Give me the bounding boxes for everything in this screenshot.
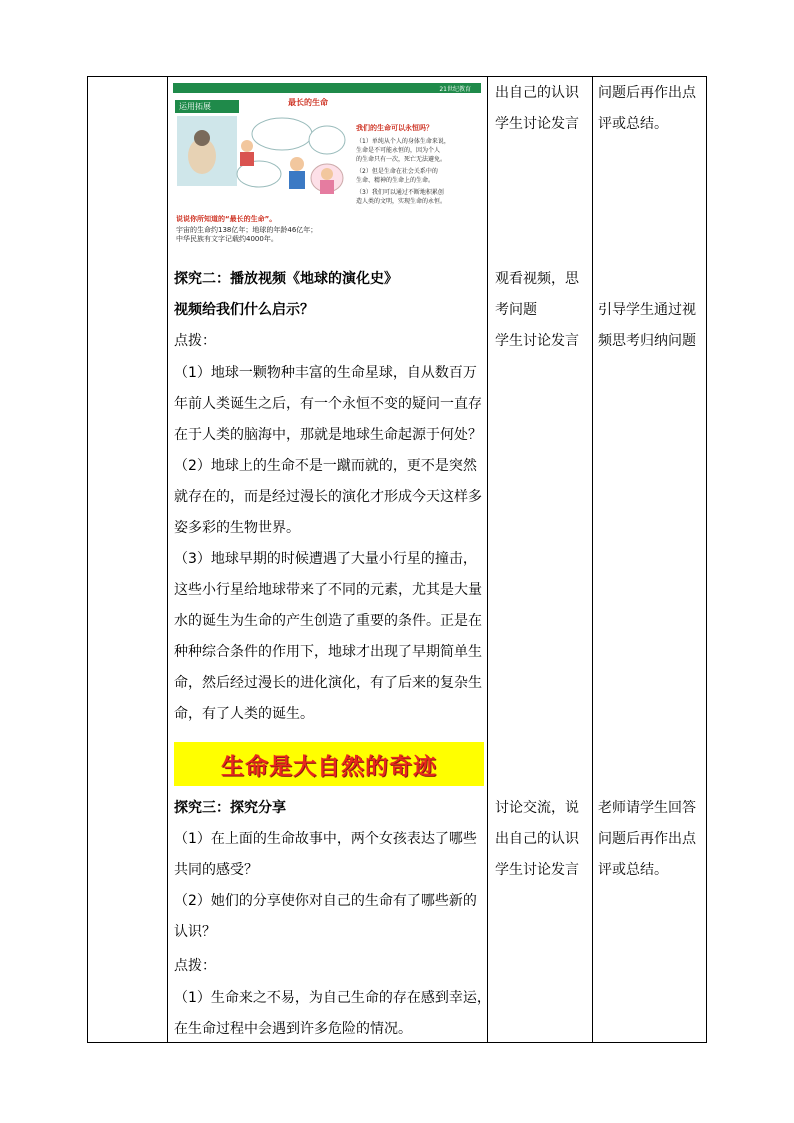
explore2-hint-label: 点拨： bbox=[174, 333, 216, 349]
table-border-right bbox=[706, 76, 707, 1043]
explore2-line: 姿多彩的生物世界。 bbox=[174, 520, 300, 536]
slide-illustration bbox=[177, 116, 347, 206]
student-activity-text: 出自己的认识 bbox=[495, 85, 579, 101]
explore2-line: 命，有了人类的诞生。 bbox=[174, 706, 314, 722]
explore3-line: 共同的感受？ bbox=[174, 862, 258, 878]
slide-point: 造人类的文明，实现生命的永恒。 bbox=[356, 198, 447, 205]
explore2-line: 水的诞生为生命的产生创造了重要的条件。正是在 bbox=[174, 613, 482, 629]
table-border-top bbox=[87, 76, 707, 77]
student-activity-text: 学生讨论发言 bbox=[495, 862, 579, 878]
explore3-line: （1）生命来之不易，为自己生命的存在感到幸运， bbox=[174, 990, 491, 1006]
explore2-line: （3）地球早期的时候遭遇了大量小行星的撞击， bbox=[174, 551, 477, 567]
explore3-line: （2）她们的分享使你对自己的生命有了哪些新的 bbox=[174, 893, 477, 909]
student-activity-text: 出自己的认识 bbox=[495, 831, 579, 847]
explore2-line: （2）地球上的生命不是一蹴而就的，更不是突然 bbox=[174, 458, 477, 474]
explore3-line: 点拨： bbox=[174, 958, 216, 974]
explore3-line: （1）在上面的生命故事中，两个女孩表达了哪些 bbox=[174, 831, 477, 847]
table-divider-3 bbox=[592, 76, 593, 1043]
teacher-activity-text: 评或总结。 bbox=[598, 116, 668, 132]
table-divider-2 bbox=[487, 76, 488, 1043]
teacher-activity-text: 问题后再作出点 bbox=[598, 85, 696, 101]
explore2-line: 在于人类的脑海中，那就是地球生命起源于何处？ bbox=[174, 427, 482, 443]
teacher-activity-text: 问题后再作出点 bbox=[598, 831, 696, 847]
slide-brand-logo: 21世纪教育 bbox=[439, 86, 471, 93]
student-activity-text: 学生讨论发言 bbox=[495, 333, 579, 349]
explore2-line: 命，然后经过漫长的进化演化，有了后来的复杂生 bbox=[174, 675, 482, 691]
slide-question: 我们的生命可以永恒吗？ bbox=[356, 124, 433, 132]
student-activity-text: 学生讨论发言 bbox=[495, 116, 579, 132]
explore2-question: 视频给我们什么启示？ bbox=[174, 302, 314, 318]
teacher-activity-text: 引导学生通过视 bbox=[598, 302, 696, 318]
student-activity-text: 考问题 bbox=[495, 302, 537, 318]
table-divider-1 bbox=[167, 76, 168, 1043]
teacher-activity-text: 频思考归纳问题 bbox=[598, 333, 696, 349]
slide-caption-line: 宇宙的生命约138亿年；地球的年龄46亿年； bbox=[176, 226, 318, 234]
explore2-line: 年前人类诞生之后，有一个永恒不变的疑问一直存 bbox=[174, 396, 482, 412]
explore3-line: 在生命过程中会遇到许多危险的情况。 bbox=[174, 1021, 412, 1037]
table-border-left bbox=[87, 76, 88, 1043]
slide-caption-prompt: 说说你所知道的“最长的生命”。 bbox=[176, 215, 277, 223]
slide-caption-line: 中华民族有文字记载约4000年。 bbox=[176, 235, 278, 243]
section-heading-explore2: 探究二：播放视频《地球的演化史》 bbox=[174, 271, 398, 287]
slide-point: （1）单纯从个人的身体生命来说， bbox=[356, 138, 450, 145]
slide-section-badge: 运用拓展 bbox=[175, 100, 239, 113]
student-activity-text: 讨论交流，说 bbox=[495, 800, 579, 816]
explore2-line: 就存在的，而是经过漫长的演化才形成今天这样多 bbox=[174, 489, 482, 505]
slide-point: 生命是不可能永恒的，因为个人 bbox=[356, 147, 441, 154]
highlight-banner bbox=[174, 742, 484, 786]
slide-header-bar bbox=[173, 83, 481, 93]
banner-text: 生命是大自然的奇迹 bbox=[221, 753, 437, 780]
explore2-line: 种种综合条件的作用下，地球才出现了早期简单生 bbox=[174, 644, 482, 660]
student-activity-text: 观看视频，思 bbox=[495, 271, 579, 287]
slide-point: 生命、精神的生命上的生命。 bbox=[356, 177, 435, 184]
teacher-activity-text: 老师请学生回答 bbox=[598, 800, 696, 816]
slide-point: （2）但是生命在社会关系中的 bbox=[356, 168, 438, 175]
slide-point: （3）我们可以通过不断地积累创 bbox=[356, 189, 444, 196]
explore2-line: 这些小行星给地球带来了不同的元素，尤其是大量 bbox=[174, 582, 482, 598]
slide-point: 的生命只有一次，死亡无法避免。 bbox=[356, 156, 447, 163]
lesson-slide-image bbox=[173, 83, 481, 243]
explore3-line: 认识？ bbox=[174, 924, 216, 940]
slide-title: 最长的生命 bbox=[288, 98, 328, 107]
teacher-activity-text: 评或总结。 bbox=[598, 862, 668, 878]
explore2-line: （1）地球一颗物种丰富的生命星球，自从数百万 bbox=[174, 365, 477, 381]
section-heading-explore3: 探究三：探究分享 bbox=[174, 800, 286, 816]
